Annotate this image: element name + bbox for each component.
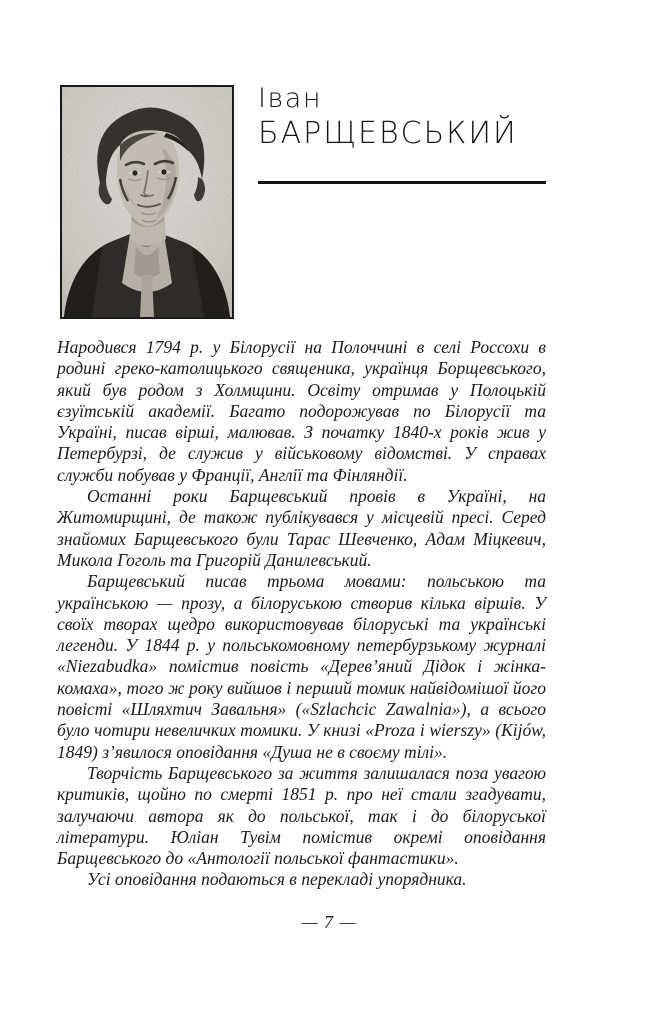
paragraph: Творчість Барщевського за життя залишалася поза увагою критиків, щойно по смерті 1851 р. про неї стали згадувати, залучаючи автора як до польської, так і до білоруської літератури. Юліан Тувім помістив окремі оповідання Барщевського до «Антології польської фантастики». [57, 762, 546, 869]
author-first-name: Іван [258, 83, 322, 114]
paragraph: Останні роки Барщевський провів в Україні, на Житомирщині, де також публікувався у місцевій пресі. Серед знайомих Барщевського були Тарас Шевченко, Адам Міцкевич, Микола Гоголь та Григорій Данилевський. [57, 486, 546, 570]
paragraph: Усі оповідання подаються в перекладі упорядника. [87, 869, 467, 890]
author-last-name: БАРЩЕВСЬКИЙ [258, 116, 518, 151]
title-underline-rule [258, 181, 546, 184]
biography-text [57, 337, 546, 891]
author-title-block [258, 85, 548, 195]
page-number: — 7 — [301, 912, 357, 932]
author-portrait-engraving-icon [62, 87, 232, 317]
paragraph: Народився 1794 р. у Білорусії на Полоччині в селі Россохи в родині греко-католицького священика, українця Борщевського, який був родом з Холмщини. Освіту отримав у Полоцькій єзуїтській академії. Багато подорожував по Білорусії та Україні, писав вірші, малював. З початку 1840-х років жив у Петербурзі, де служив у військовому відомстві. У справах служби побував у Франції, Англії та Фінляндії. [57, 337, 546, 485]
author-portrait [60, 85, 234, 319]
paragraph: Барщевський писав трьома мовами: польською та українською — прозу, а білоруською створив кілька віршів. У своїх творах щедро використовував білоруські та українські легенди. У 1844 р. у польськомовному петербурзькому журналі «Niezabudka» помістив повість «Дерев’яний Дідок і жінка-комаха», того ж року вийшов і перший томик найвідомішої його повісті «Шляхтич Завальня» («Szlachcic Zawalnia»), а всього було чотири невеличких томики. У книзі «Proza i wierszy» (Kijów, 1849) з’явилося оповідання «Душа не в своєму тілі». [57, 571, 546, 762]
